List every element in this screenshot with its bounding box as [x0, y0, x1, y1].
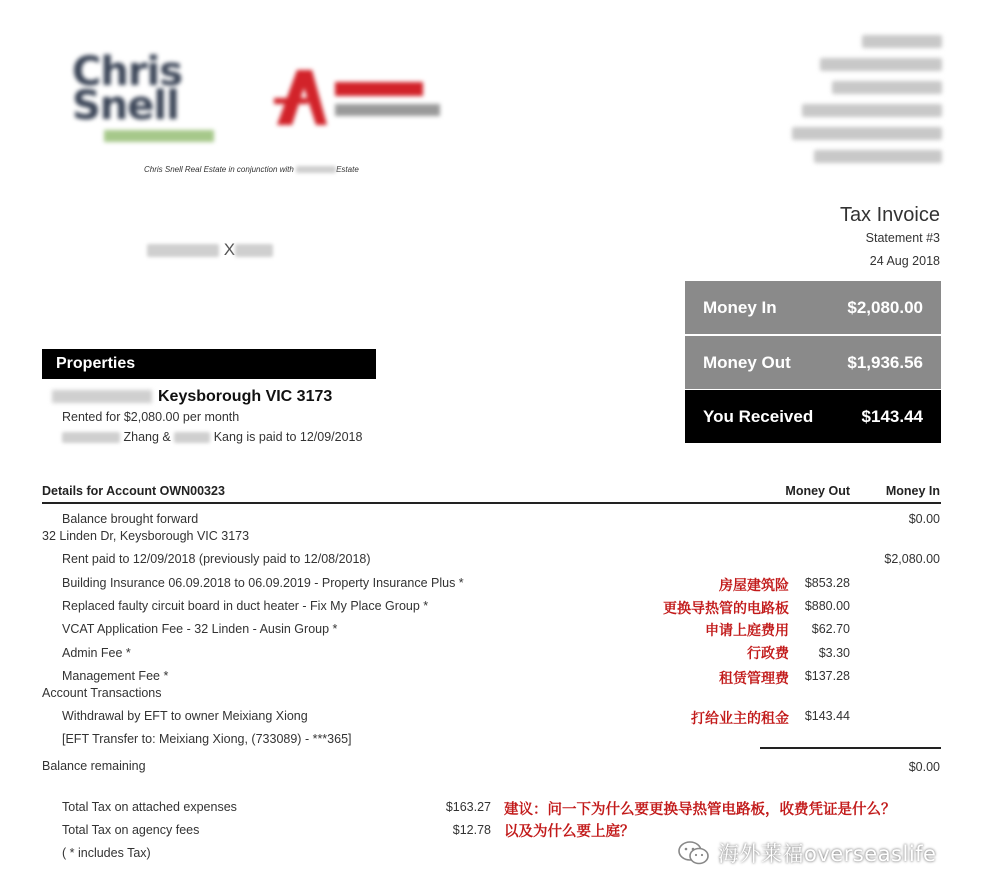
row-money-out: $62.70 — [811, 622, 850, 636]
table-row: Management Fee * — [62, 669, 169, 683]
balance-remaining-label: Balance remaining — [42, 759, 146, 773]
received-value: $143.44 — [861, 406, 923, 426]
received-label: You Received — [703, 406, 814, 426]
chinese-annotation: 更换导热管的电路板 — [663, 601, 789, 617]
logo-green-bar — [104, 130, 214, 142]
money-out-value: $1,936.56 — [847, 352, 923, 372]
tax-agency-value: $12.78 — [452, 823, 491, 837]
chinese-annotation: 房屋建筑险 — [719, 578, 789, 594]
table-row: VCAT Application Fee - 32 Linden - Ausin Group * — [62, 622, 338, 636]
invoice-date: 24 Aug 2018 — [869, 254, 940, 268]
tenant-paid-line: Zhang & Kang is paid to 12/09/2018 — [62, 430, 362, 444]
rent-line: Rented for $2,080.00 per month — [62, 410, 240, 424]
section-label: Account Transactions — [42, 686, 162, 700]
tax-agency-label: Total Tax on agency fees — [62, 823, 200, 837]
statement-number: Statement #3 — [865, 231, 940, 245]
tax-attached-value: $163.27 — [445, 800, 491, 814]
total-rule — [760, 747, 941, 749]
table-row: Withdrawal by EFT to owner Meixiang Xiong — [62, 709, 308, 723]
money-out-column-header: Money Out — [785, 484, 850, 498]
table-row: Building Insurance 06.09.2018 to 06.09.2019 - Property Insurance Plus * — [62, 576, 464, 590]
table-row: Replaced faulty circuit board in duct heater - Fix My Place Group * — [62, 599, 429, 613]
suggestion-line-2: 以及为什么要上庭？ — [504, 824, 635, 840]
row-money-out: $880.00 — [804, 599, 850, 613]
row-money-out: $3.30 — [818, 646, 850, 660]
table-row: 32 Linden Dr, Keysborough VIC 3173 — [42, 529, 250, 543]
chinese-annotation: 租赁管理费 — [719, 671, 789, 687]
chinese-annotation: 打给业主的租金 — [691, 711, 789, 727]
you-received-box — [685, 390, 941, 443]
properties-heading: Properties — [42, 349, 376, 379]
header-divider — [42, 502, 941, 504]
invoice-title: Tax Invoice — [839, 204, 940, 226]
property-address: Keysborough VIC 3173 — [52, 388, 332, 406]
money-in-label: Money In — [703, 297, 777, 317]
account-details-title: Details for Account OWN00323 — [42, 484, 225, 498]
chinese-annotation: 申请上庭费用 — [705, 623, 789, 639]
recipient-name: X — [147, 240, 273, 260]
chris-snell-logo: Chris Snell — [72, 49, 183, 129]
row-money-in: $2,080.00 — [884, 552, 940, 566]
money-out-label: Money Out — [703, 352, 791, 372]
agency-address — [792, 35, 942, 173]
ausin-logo-icon — [272, 70, 332, 125]
table-row: Admin Fee * — [62, 646, 131, 660]
table-row: [EFT Transfer to: Meixiang Xiong, (733089) - ***365] — [62, 732, 352, 746]
balance-remaining-value: $0.00 — [908, 760, 940, 774]
money-in-column-header: Money In — [885, 484, 940, 498]
row-money-in: $0.00 — [908, 512, 940, 526]
ausin-logo-text — [335, 82, 445, 122]
money-in-box — [685, 281, 941, 334]
suggestion-line-1: 建议：问一下为什么要更换导热管电路板，收费凭证是什么？ — [504, 802, 896, 818]
table-row: Balance brought forward — [62, 512, 199, 526]
tax-attached-label: Total Tax on attached expenses — [62, 800, 237, 814]
money-in-value: $2,080.00 — [847, 297, 923, 317]
row-money-out: $143.44 — [804, 709, 850, 723]
row-money-out: $137.28 — [804, 669, 850, 683]
tagline: Chris Snell Real Estate in conjunction with Estate — [144, 165, 359, 174]
table-row: Rent paid to 12/09/2018 (previously paid to 12/08/2018) — [62, 552, 371, 566]
money-out-box — [685, 336, 941, 389]
watermark-text: 海外莱福overseaslife — [718, 842, 937, 866]
tax-note: ( * includes Tax) — [62, 846, 151, 860]
wechat-icon — [677, 840, 711, 866]
chinese-annotation: 行政费 — [747, 646, 789, 662]
row-money-out: $853.28 — [804, 576, 850, 590]
